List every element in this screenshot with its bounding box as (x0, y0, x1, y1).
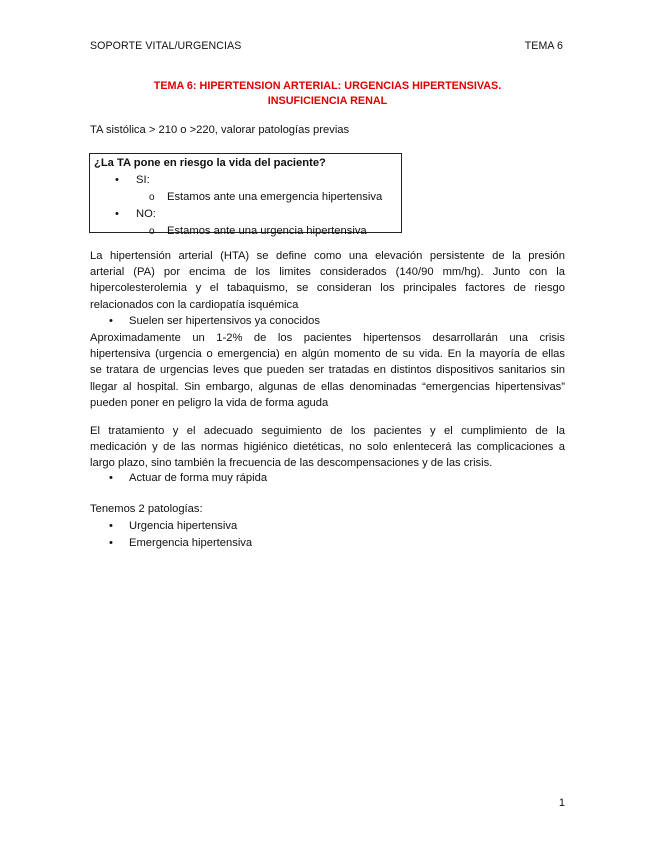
header-right: TEMA 6 (524, 40, 563, 52)
paragraph-line: El tratamiento y el adecuado seguimiento de los pacientes y el cumplimiento de la (90, 425, 565, 437)
paragraph-crisis (90, 330, 565, 411)
pathology-item: • Urgencia hipertensiva (129, 518, 237, 535)
paragraph-treatment (90, 423, 565, 472)
option-yes-label: • SI: (94, 172, 397, 189)
paragraph-line: arterial (PA) por encima de los limites considerados (140/90 mm/hg). Junto con la (90, 266, 565, 279)
question-box (89, 153, 402, 237)
pathology-item: • Emergencia hipertensiva (129, 535, 252, 552)
paragraph-line: hipercolesterolemia y el tabaquismo, se consideran los principales factores de riesgo (90, 282, 565, 295)
bullet-act-fast: • Actuar de forma muy rápida (129, 470, 267, 487)
title-line-1: TEMA 6: HIPERTENSION ARTERIAL: URGENCIAS HIPERTENSIVAS. (153, 80, 502, 92)
option-no-label: • NO: (94, 206, 397, 223)
box-question: ¿La TA pone en riesgo la vida del paciente? (94, 157, 326, 169)
title-line-2: INSUFICIENCIA RENAL (267, 95, 388, 107)
page-title (90, 79, 565, 109)
paragraph-line: relacionados con la cardiopatía isquémica (90, 298, 299, 311)
option-yes-detail: o Estamos ante una emergencia hipertensiva (94, 189, 397, 206)
intro-line: TA sistólica > 210 o >220, valorar patologías previas (90, 124, 350, 136)
paragraph-line: hipertensiva (urgencia o emergencia) en algún momento de su vida. En la mayoría de ellas (90, 348, 565, 361)
bullet-known-hypertensive: • Suelen ser hipertensivos ya conocidos (129, 313, 320, 330)
header-left: SOPORTE VITAL/URGENCIAS (90, 40, 242, 52)
paragraph-line: se tratara de urgencias leves que pueden ser tratadas en distintos dispositivos sanitarios sin (90, 364, 565, 377)
paragraph-line: medicación y de las normas higiénico dietéticas, no solo enlentecerá las complicaciones a (90, 441, 565, 454)
option-no-detail: o Estamos ante una urgencia hipertensiva (94, 223, 397, 240)
paragraph-line: Aproximadamente un 1-2% de los pacientes hipertensos desarrollarán una crisis (90, 332, 565, 344)
paragraph-line: La hipertensión arterial (HTA) se define como una elevación persistente de la presión (90, 250, 565, 262)
paragraph-hta-definition (90, 248, 565, 313)
page-number: 1 (558, 797, 565, 809)
pathologies-heading: Tenemos 2 patologías: (90, 503, 203, 515)
paragraph-line: llegar al hospital. Sin embargo, algunas de ellas denominadas “emergencias hipertensivas” (90, 380, 565, 393)
paragraph-line: largo plazo, sino también la frecuencia de las descompensaciones y de las crisis. (90, 457, 493, 470)
paragraph-line: pueden poner en peligro la vida de forma aguda (90, 396, 329, 409)
